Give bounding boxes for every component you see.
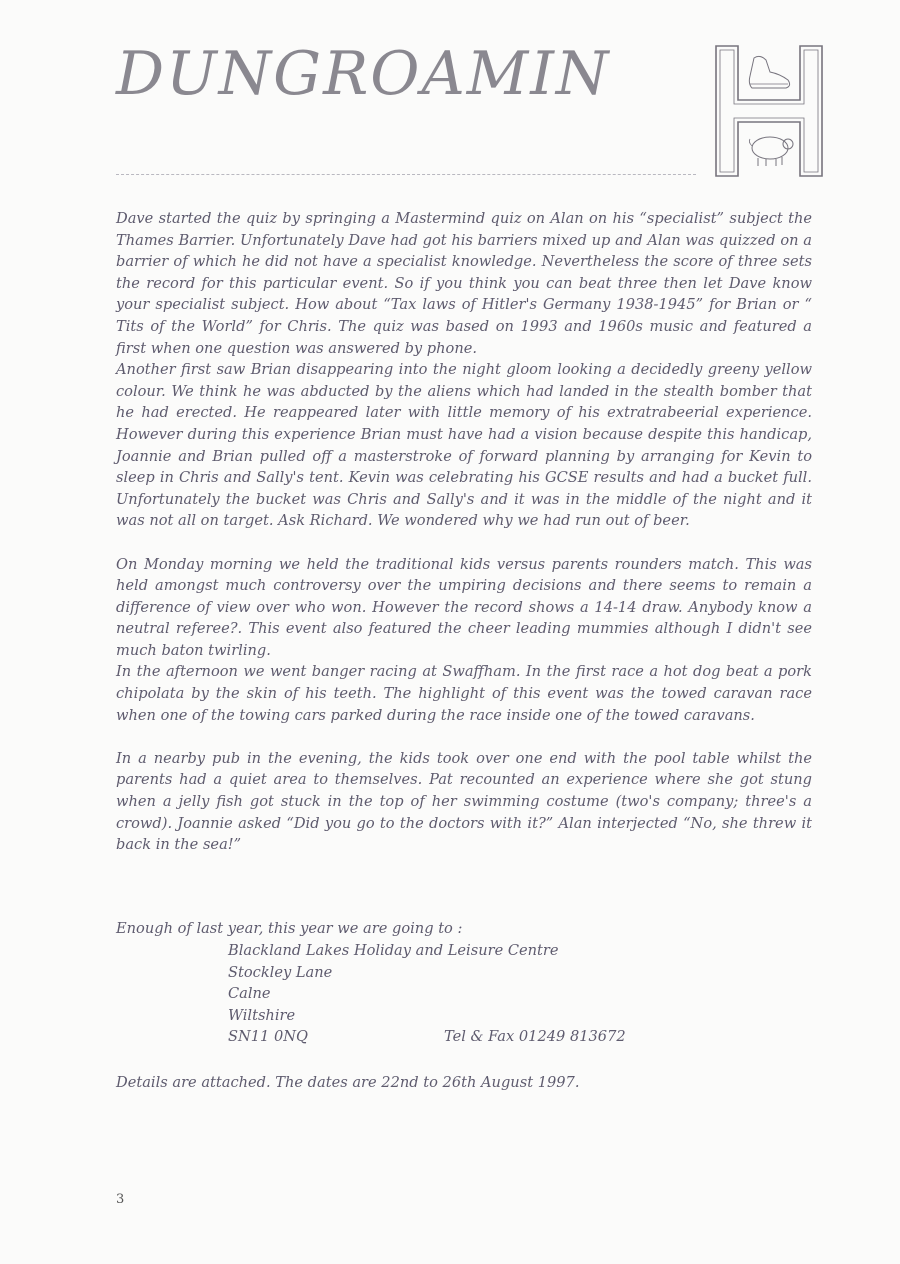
venue-postcode-row: [228, 1026, 648, 1048]
venue-name: Blackland Lakes Holiday and Leisure Centre: [228, 942, 559, 959]
article-body: [116, 208, 812, 856]
venue-address: [228, 940, 648, 1048]
masthead-title: DUNGROAMIN: [116, 39, 611, 109]
details-line: Details are attached. The dates are 22nd to 26th August 1997.: [116, 1074, 580, 1091]
paragraph-rounders: On Monday morning we held the traditional kids versus parents rounders match. This was held amongst much controversy over the umpiring decisions and there seems to remain a difference of view over who won. However the record shows a 14-14 draw. Anybody know a neutral referee?. This event also featured the cheer leading mummies although I didn't see much baton twirling.: [116, 555, 812, 659]
page-number: 3: [116, 1192, 125, 1207]
venue-street: Stockley Lane: [228, 963, 333, 981]
paragraph-quiz: Dave started the quiz by springing a Mastermind quiz on Alan on his “specialist” subject the Thames Barrier. Unfortunately Dave had got his barriers mixed up and Alan was quizzed on a barrier of which he did not have a specialist knowledge. Nevertheless the score of three sets the record for this particular event. So if you think you can beat three then let Dave know your specialist subject. How about “Tax laws of Hitler's Germany 1938-1945” for Brian or “ Tits of the World” for Chris. The quiz was based on 1993 and 1960s music and featured a first when one question was answered by phone.: [116, 210, 812, 357]
paragraph-brian: Another first saw Brian disappearing into the night gloom looking a decidedly greeny yellow colour. We think he was abducted by the aliens which had landed in the stealth bomber that he had erected. He reappeared later with little memory of his extratrabeerial experience. However during this experience Brian must have had a vision because despite this handicap, Joannie and Brian pulled off a masterstroke of forward planning by arranging for Kevin to sleep in Chris and Sally's tent. Kevin was celebrating his GCSE results and had a bucket full. Unfortunately the bucket was Chris and Sally's and it was in the middle of the night and it was not all on target. Ask Richard. We wondered why we had run out of beer.: [116, 361, 812, 530]
venue-phone: Tel & Fax 01249 813672: [444, 1028, 626, 1046]
venue-intro: Enough of last year, this year we are going to :: [116, 920, 463, 937]
venue-postcode: SN11 0NQ: [228, 1028, 308, 1046]
venue-county: Wiltshire: [228, 1006, 296, 1024]
paragraph-pub: In a nearby pub in the evening, the kids took over one end with the pool table whilst the parents had a quiet area to themselves. Pat recounted an experience where she got stung when a jelly fish got stuck in the top of her swimming costume (two's company; three's a crowd). Joannie asked “Did you go to the doctors with it?” Alan interjected “No, she threw it back in the sea!”: [116, 749, 812, 854]
venue-town: Calne: [228, 985, 271, 1003]
hostel-h-boot-and-pig-logo-icon: [714, 44, 824, 178]
header-divider: [116, 174, 696, 175]
paragraph-banger-racing: In the afternoon we went banger racing at Swaffham. In the first race a hot dog beat a pork chipolata by the skin of his teeth. The highlight of this event was the towed caravan race when one of the towing cars parked during the race inside one of the towed caravans.: [116, 663, 812, 724]
